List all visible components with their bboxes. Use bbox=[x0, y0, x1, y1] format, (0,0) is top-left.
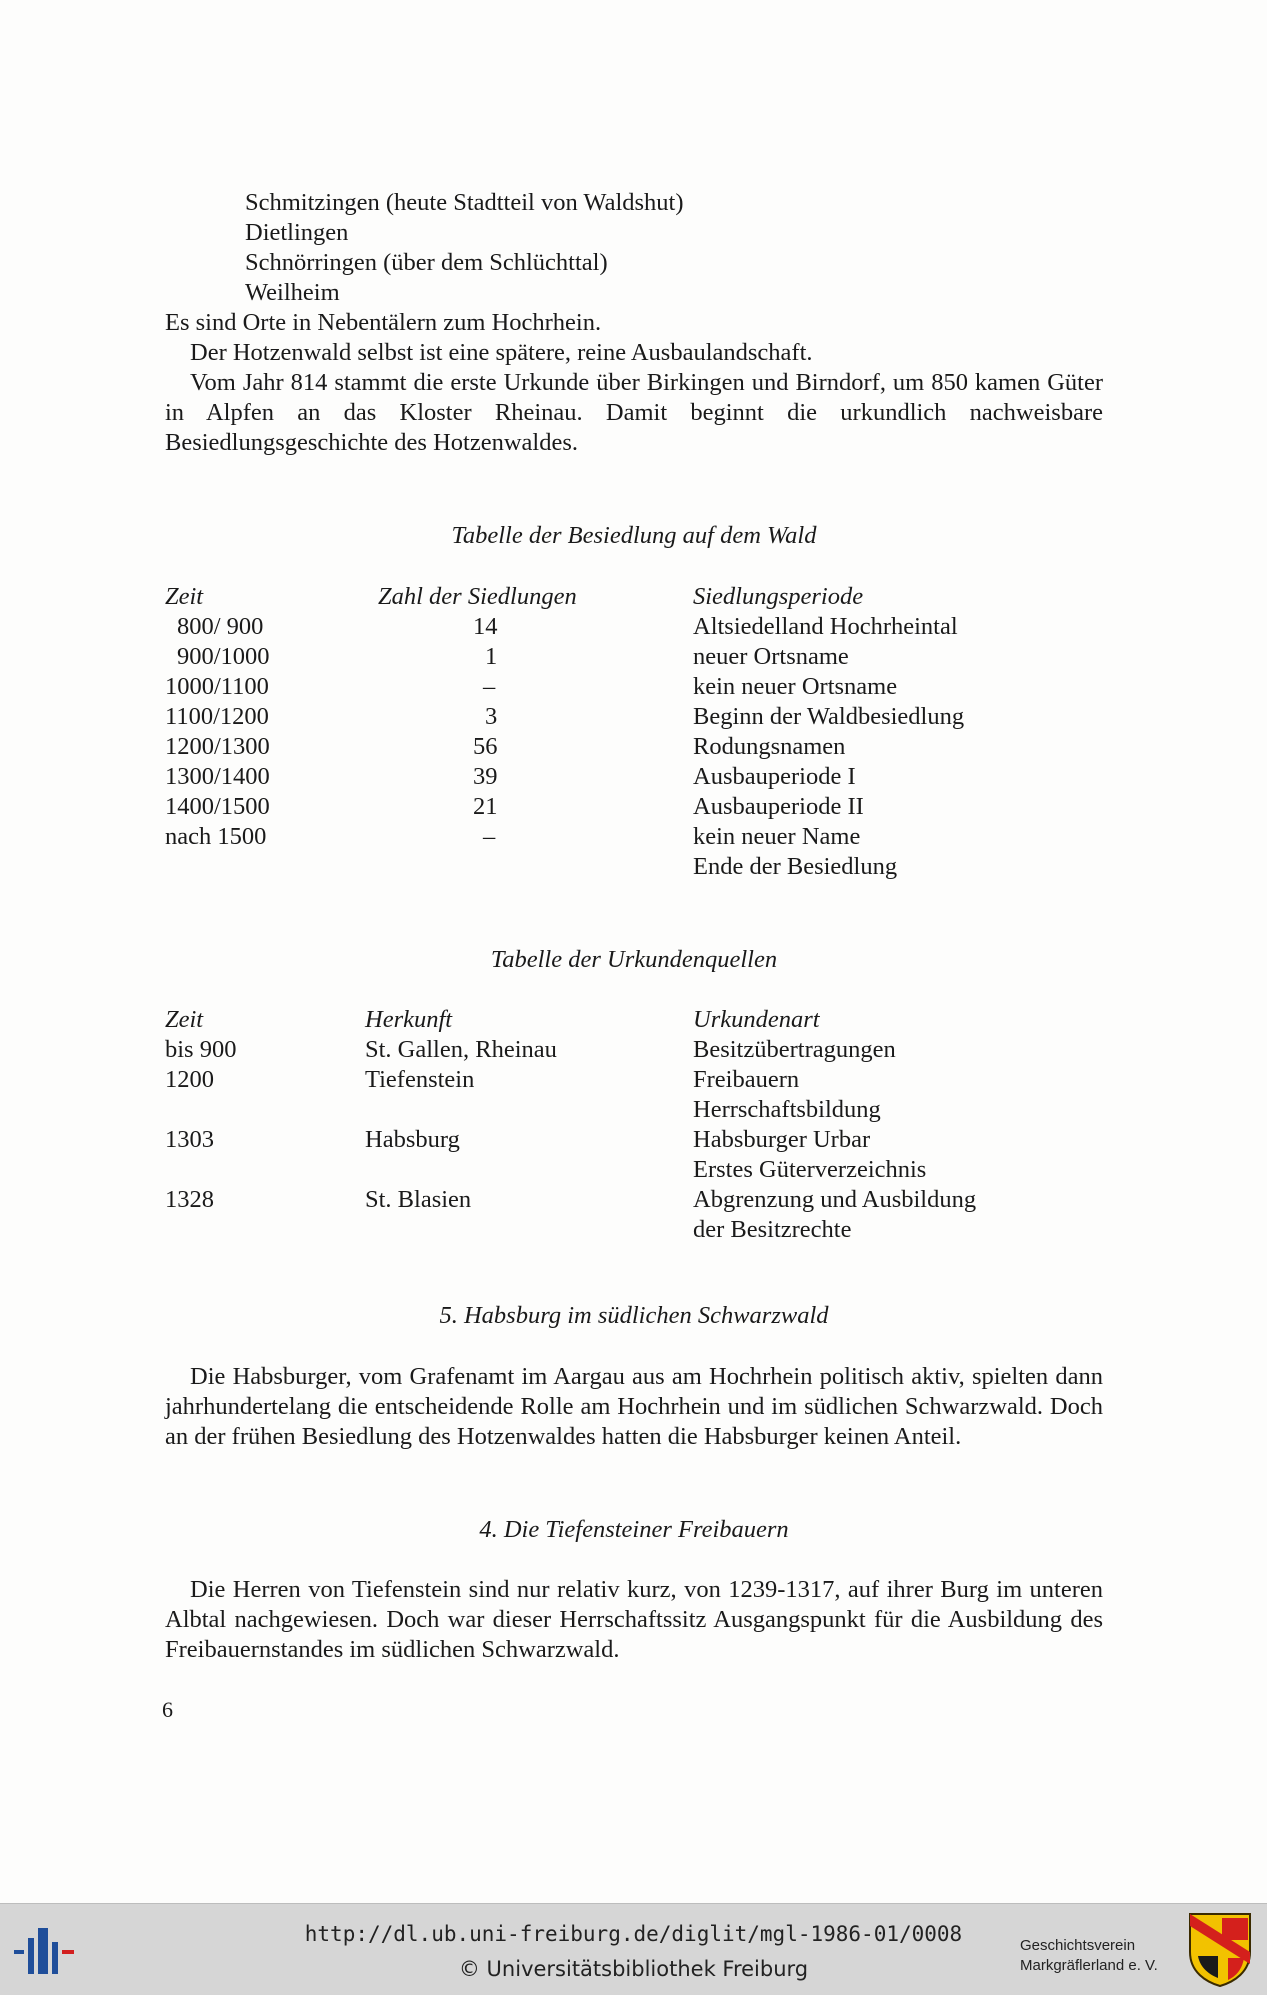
table-cell: der Besitzrechte bbox=[693, 1216, 852, 1243]
table-row bbox=[165, 1155, 1103, 1185]
table2-caption: Tabelle der Urkundenquellen bbox=[490, 946, 778, 973]
table-row bbox=[165, 762, 1103, 792]
section-text bbox=[165, 1575, 1103, 1665]
table-row bbox=[165, 642, 1103, 672]
society-line: Geschichtsverein bbox=[1020, 1937, 1136, 1954]
table-cell: 1303 bbox=[165, 1126, 214, 1153]
section-heading: 5. Habsburg im südlichen Schwarzwald bbox=[439, 1302, 829, 1329]
table-cell: 1100/1200 bbox=[165, 703, 269, 730]
table-header-row bbox=[165, 582, 1103, 612]
coat-of-arms-icon bbox=[1188, 1912, 1252, 1988]
table-header-row bbox=[165, 1005, 1103, 1035]
paragraph: Die Habsburger, vom Grafenamt im Aargau aus am Hochrhein politisch aktiv, spielten dann jahrhundertelang die entscheidende Rolle am Hochrhein und im südlichen Schwarzwald. Doch an der frühen Besiedlung des Hotzenwaldes hatten die Habsburger keinen Anteil. bbox=[165, 1363, 1103, 1450]
table-cell: St. Blasien bbox=[365, 1186, 472, 1213]
table-cell: Herrschaftsbildung bbox=[693, 1096, 881, 1123]
society-line: Markgräflerland e. V. bbox=[1020, 1957, 1158, 1974]
place-list bbox=[245, 188, 684, 308]
table-row bbox=[165, 1035, 1103, 1065]
table-cell: 1328 bbox=[165, 1186, 214, 1213]
sources-table bbox=[165, 1005, 1103, 1245]
table-cell: 14 bbox=[473, 613, 498, 640]
settlement-table bbox=[165, 582, 1103, 882]
place-item: Dietlingen bbox=[245, 219, 349, 246]
intro-text bbox=[165, 308, 1103, 458]
table-row bbox=[165, 1125, 1103, 1155]
table-cell: 1400/1500 bbox=[165, 793, 270, 820]
table-row bbox=[165, 702, 1103, 732]
table-cell: Tiefenstein bbox=[365, 1066, 475, 1093]
table-cell: Rodungsnamen bbox=[693, 733, 846, 760]
table-cell: Beginn der Waldbesiedlung bbox=[693, 703, 965, 730]
table-row bbox=[165, 1185, 1103, 1215]
table-cell: Ausbauperiode I bbox=[693, 763, 856, 790]
section-text bbox=[165, 1362, 1103, 1452]
table-cell: kein neuer Ortsname bbox=[693, 673, 898, 700]
paragraph: Es sind Orte in Nebentälern zum Hochrhein. bbox=[165, 309, 602, 336]
copyright-text: © Universitätsbibliothek Freiburg bbox=[458, 1957, 809, 1981]
table-cell: 1300/1400 bbox=[165, 763, 270, 790]
table-cell: Habsburger Urbar bbox=[693, 1126, 871, 1153]
table-cell: 900/1000 bbox=[177, 643, 270, 670]
permalink-link[interactable]: http://dl.ub.uni-freiburg.de/diglit/mgl-1986-01/0008 bbox=[304, 1922, 963, 1946]
column-header: Zeit bbox=[165, 1006, 204, 1033]
table-cell: Habsburg bbox=[365, 1126, 460, 1153]
table-row bbox=[165, 1065, 1103, 1095]
table-cell: – bbox=[483, 673, 496, 700]
table-cell: bis 900 bbox=[165, 1036, 237, 1063]
table-row bbox=[165, 1095, 1103, 1125]
table-cell: Ausbauperiode II bbox=[693, 793, 864, 820]
section-heading: 4. Die Tiefensteiner Freibauern bbox=[479, 1516, 789, 1543]
table-row bbox=[165, 732, 1103, 762]
society-name bbox=[1020, 1936, 1158, 1976]
table-cell: – bbox=[483, 823, 496, 850]
table-row bbox=[165, 1215, 1103, 1245]
table-cell: nach 1500 bbox=[165, 823, 267, 850]
table-cell: 56 bbox=[473, 733, 498, 760]
table-row bbox=[165, 822, 1103, 852]
table-cell: 21 bbox=[473, 793, 498, 820]
viewer-footer bbox=[0, 1903, 1267, 1995]
table-cell: St. Gallen, Rheinau bbox=[365, 1036, 557, 1063]
column-header: Urkundenart bbox=[693, 1006, 820, 1033]
table-cell: 1200 bbox=[165, 1066, 214, 1093]
table-cell: Abgrenzung und Ausbildung bbox=[693, 1186, 977, 1213]
table-cell: neuer Ortsname bbox=[693, 643, 849, 670]
table-cell: 800/ 900 bbox=[177, 613, 264, 640]
paragraph: Die Herren von Tiefenstein sind nur relativ kurz, von 1239-1317, auf ihrer Burg im unteren Albtal nachgewiesen. Doch war dieser Herrschaftssitz Ausgangspunkt für die Ausbildung des Freibauernstandes im südlichen Schwarzwald. bbox=[165, 1576, 1103, 1663]
table-row bbox=[165, 852, 1103, 882]
table-row bbox=[165, 672, 1103, 702]
table-cell: Besitzübertragungen bbox=[693, 1036, 896, 1063]
column-header: Siedlungsperiode bbox=[693, 583, 864, 610]
column-header: Zeit bbox=[165, 583, 204, 610]
place-item: Weilheim bbox=[245, 279, 340, 306]
paragraph: Der Hotzenwald selbst ist eine spätere, reine Ausbaulandschaft. bbox=[190, 339, 813, 366]
place-item: Schmitzingen (heute Stadtteil von Waldshut) bbox=[245, 189, 684, 216]
table-row bbox=[165, 612, 1103, 642]
table1-caption: Tabelle der Besiedlung auf dem Wald bbox=[451, 522, 817, 549]
page-number: 6 bbox=[162, 1697, 173, 1722]
table-cell: 1 bbox=[485, 643, 498, 670]
table-cell: 1000/1100 bbox=[165, 673, 269, 700]
table-cell: Erstes Güterverzeichnis bbox=[693, 1156, 927, 1183]
table-cell: Altsiedelland Hochrheintal bbox=[693, 613, 958, 640]
table-row bbox=[165, 792, 1103, 822]
table-cell: kein neuer Name bbox=[693, 823, 861, 850]
table-cell: 1200/1300 bbox=[165, 733, 270, 760]
column-header: Herkunft bbox=[365, 1006, 453, 1033]
place-item: Schnörringen (über dem Schlüchttal) bbox=[245, 249, 608, 276]
table-cell: 3 bbox=[485, 703, 498, 730]
table-cell: Freibauern bbox=[693, 1066, 800, 1093]
table-cell: Ende der Besiedlung bbox=[693, 853, 898, 880]
column-header: Zahl der Siedlungen bbox=[378, 583, 577, 610]
table-cell: 39 bbox=[473, 763, 498, 790]
paragraph: Vom Jahr 814 stammt die erste Urkunde über Birkingen und Birndorf, um 850 kamen Güter in Alpfen an das Kloster Rheinau. Damit beginnt die urkundlich nachweisbare Besiedlungsgeschichte des Hotzenwaldes. bbox=[165, 369, 1103, 456]
